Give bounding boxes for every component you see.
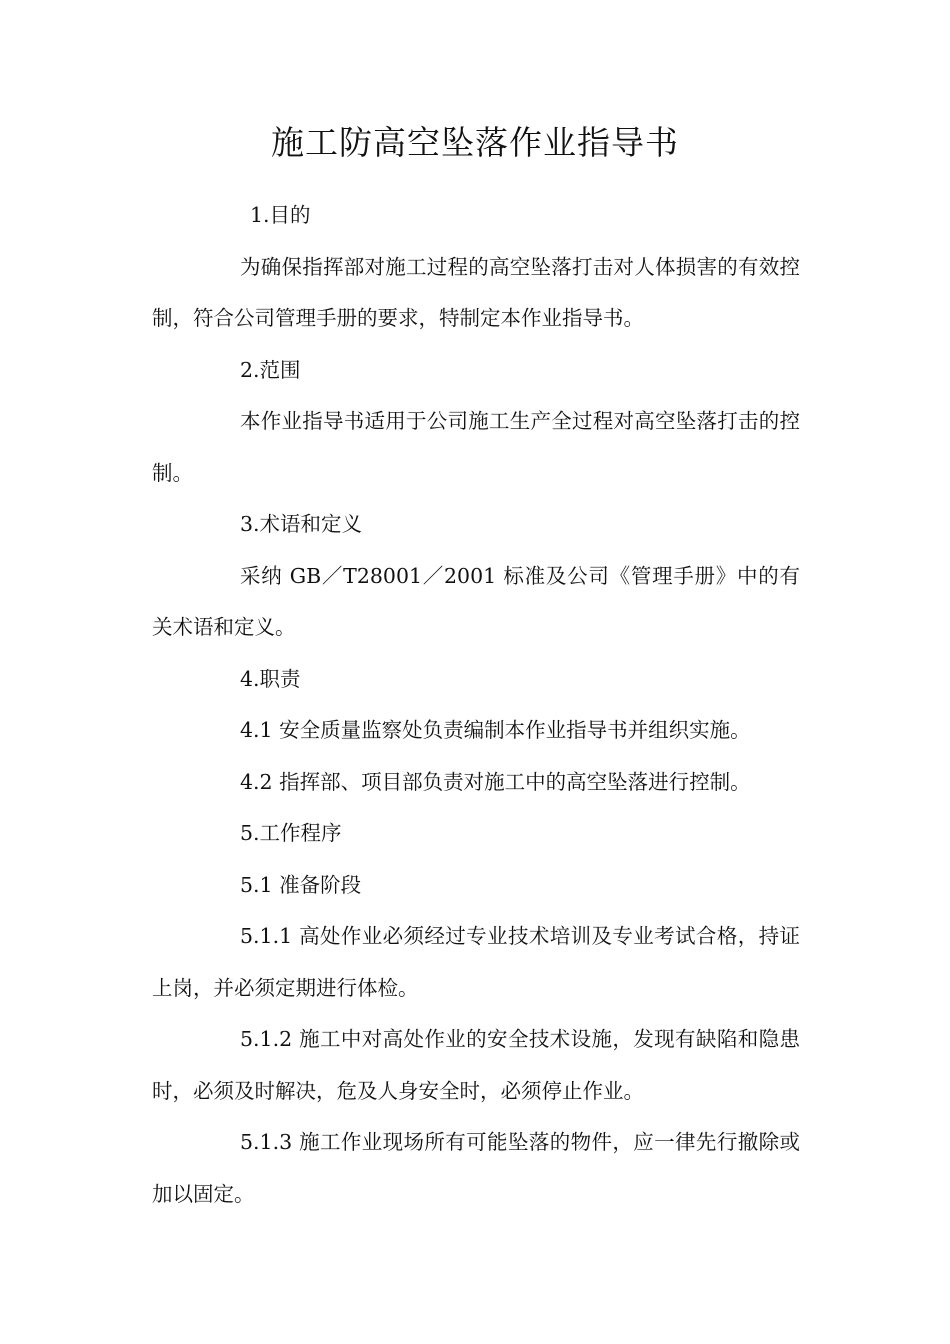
section-heading-duties: 4.职责 — [240, 666, 301, 691]
section-heading-terms: 3.术语和定义 — [240, 512, 363, 536]
paragraph-5-1-3: 5.1.3 施工作业现场所有可能坠落的物件，应一律先行撤除或加以固定。 — [152, 1130, 800, 1206]
section-heading-purpose: 1.目的 — [250, 203, 311, 227]
section-heading-scope: 2.范围 — [240, 357, 301, 382]
paragraph-duty-4-2: 4.2 指挥部、项目部负责对施工中的高空坠落进行控制。 — [240, 769, 751, 794]
paragraph-5-1-2: 5.1.2 施工中对高处作业的安全技术设施，发现有缺陷和隐患时，必须及时解决，危及人身安全时，必须停止作业。 — [152, 1027, 800, 1103]
subsection-heading-preparation: 5.1 准备阶段 — [240, 872, 362, 897]
paragraph-terms: 采纳 GB／T28001／2001 标准及公司《管理手册》中的有关术语和定义。 — [152, 563, 800, 639]
paragraph-duty-4-1: 4.1 安全质量监察处负责编制本作业指导书并组织实施。 — [240, 718, 751, 742]
document-body — [152, 190, 800, 1220]
paragraph-5-1-1: 5.1.1 高处作业必须经过专业技术培训及专业考试合格，持证上岗，并必须定期进行体检。 — [152, 924, 800, 1000]
section-heading-procedure: 5.工作程序 — [240, 821, 342, 845]
paragraph-purpose: 为确保指挥部对施工过程的高空坠落打击对人体损害的有效控制，符合公司管理手册的要求，特制定本作业指导书。 — [152, 254, 800, 330]
paragraph-scope: 本作业指导书适用于公司施工生产全过程对高空坠落打击的控制。 — [152, 409, 800, 485]
document-title: 施工防高空坠落作业指导书 — [271, 123, 679, 162]
